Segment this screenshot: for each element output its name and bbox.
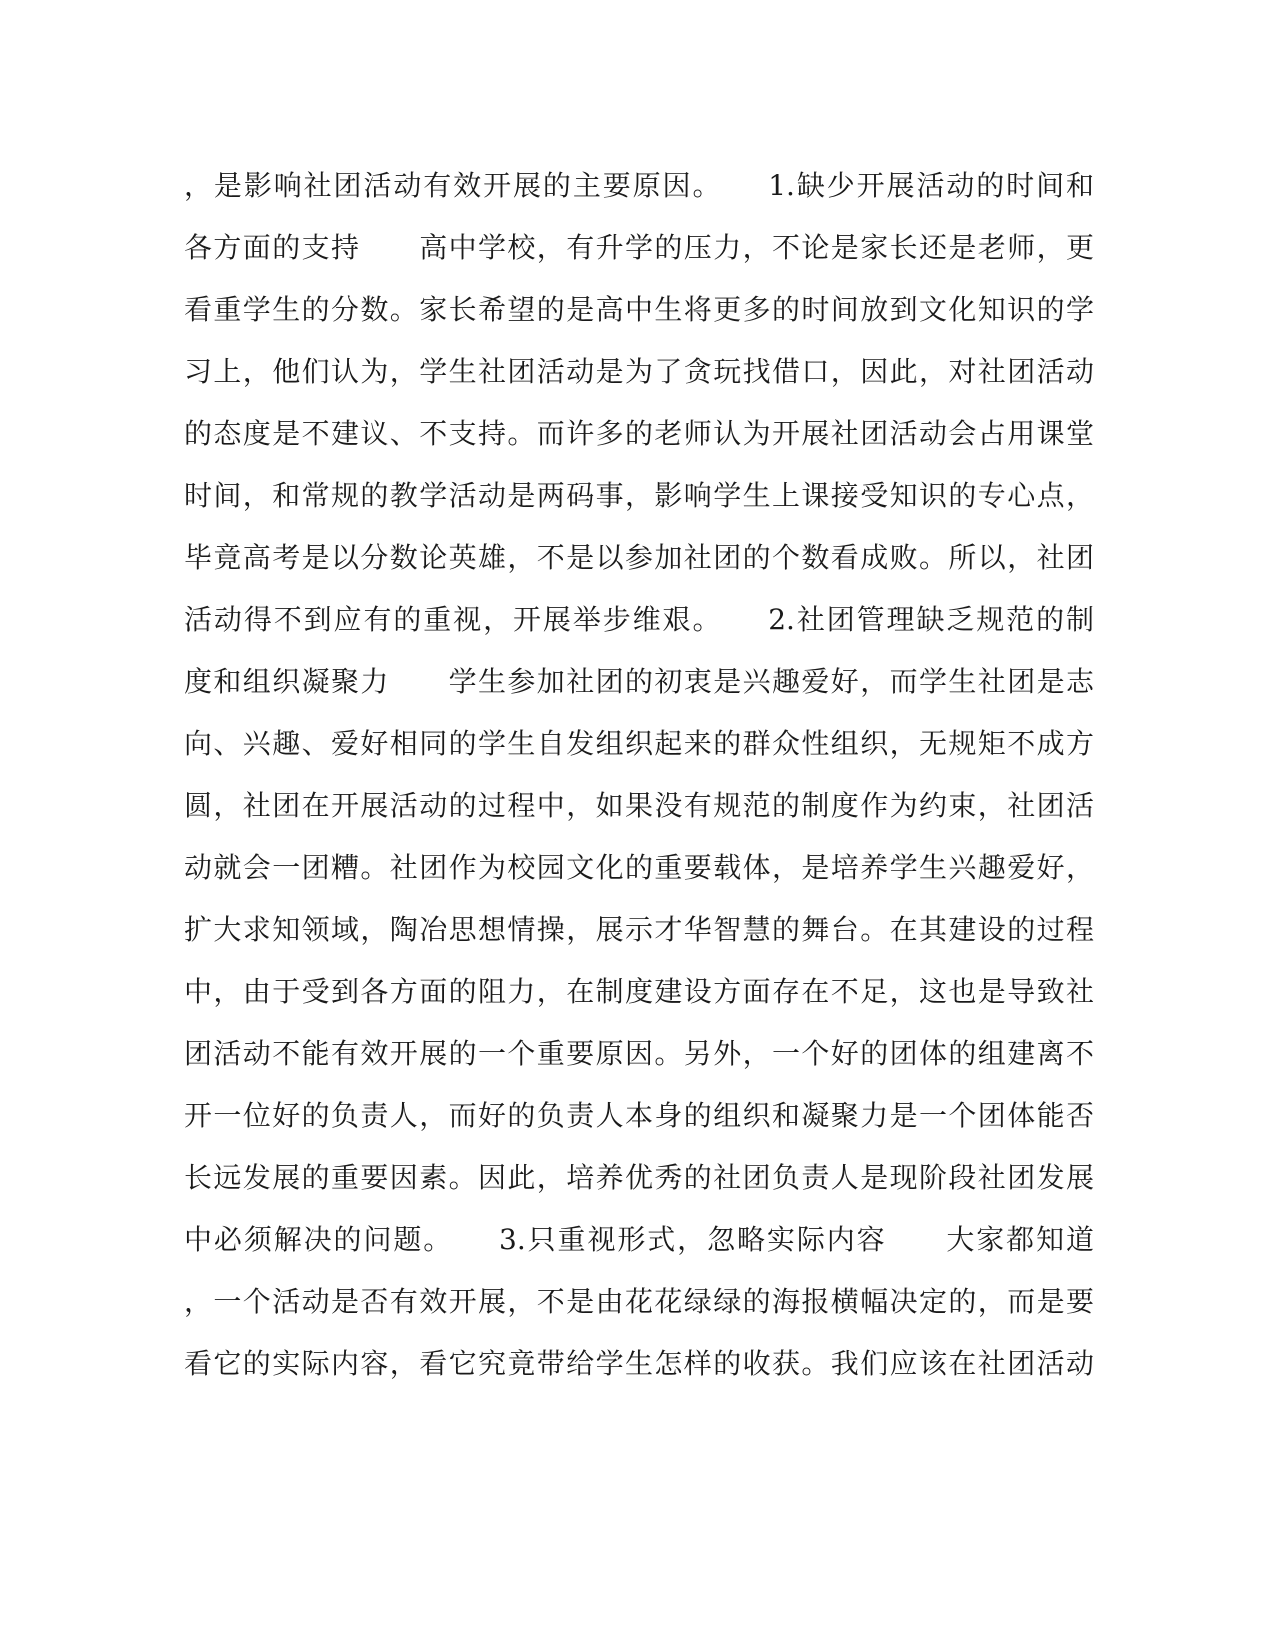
text-line: 看重学生的分数。家长希望的是高中生将更多的时间放到文化知识的学	[184, 293, 1094, 326]
text-line: 习上，他们认为，学生社团活动是为了贪玩找借口，因此，对社团活动	[184, 355, 1094, 388]
text-line: 向、兴趣、爱好相同的学生自发组织起来的群众性组织，无规矩不成方	[184, 727, 1094, 760]
text-line: 活动得不到应有的重视，开展举步维艰。 2.社团管理缺乏规范的制	[184, 603, 1094, 636]
text-line: ，是影响社团活动有效开展的主要原因。 1.缺少开展活动的时间和	[184, 169, 1094, 202]
text-line: 圆，社团在开展活动的过程中，如果没有规范的制度作为约束，社团活	[184, 789, 1094, 822]
text-line: 时间，和常规的教学活动是两码事，影响学生上课接受知识的专心点，	[184, 479, 1094, 512]
text-line: 的态度是不建议、不支持。而许多的老师认为开展社团活动会占用课堂	[184, 417, 1094, 450]
text-line: 中，由于受到各方面的阻力，在制度建设方面存在不足，这也是导致社	[184, 975, 1094, 1008]
text-line: 开一位好的负责人，而好的负责人本身的组织和凝聚力是一个团体能否	[184, 1099, 1094, 1132]
text-line: 毕竟高考是以分数论英雄，不是以参加社团的个数看成败。所以，社团	[184, 541, 1094, 574]
text-line: 度和组织凝聚力 学生参加社团的初衷是兴趣爱好，而学生社团是志	[184, 665, 1094, 698]
text-line: 长远发展的重要因素。因此，培养优秀的社团负责人是现阶段社团发展	[184, 1161, 1094, 1194]
text-line: 动就会一团糟。社团作为校园文化的重要载体，是培养学生兴趣爱好，	[184, 851, 1094, 884]
text-line: 团活动不能有效开展的一个重要原因。另外，一个好的团体的组建离不	[184, 1037, 1094, 1070]
text-line: 看它的实际内容，看它究竟带给学生怎样的收获。我们应该在社团活动	[184, 1347, 1094, 1380]
text-line: 扩大求知领域，陶冶思想情操，展示才华智慧的舞台。在其建设的过程	[184, 913, 1094, 946]
text-line: 中必须解决的问题。 3.只重视形式，忽略实际内容 大家都知道	[184, 1223, 1094, 1256]
text-line: 各方面的支持 高中学校，有升学的压力，不论是家长还是老师，更	[184, 231, 1094, 264]
text-line: ，一个活动是否有效开展，不是由花花绿绿的海报横幅决定的，而是要	[184, 1285, 1094, 1318]
body-text	[184, 155, 1094, 1395]
